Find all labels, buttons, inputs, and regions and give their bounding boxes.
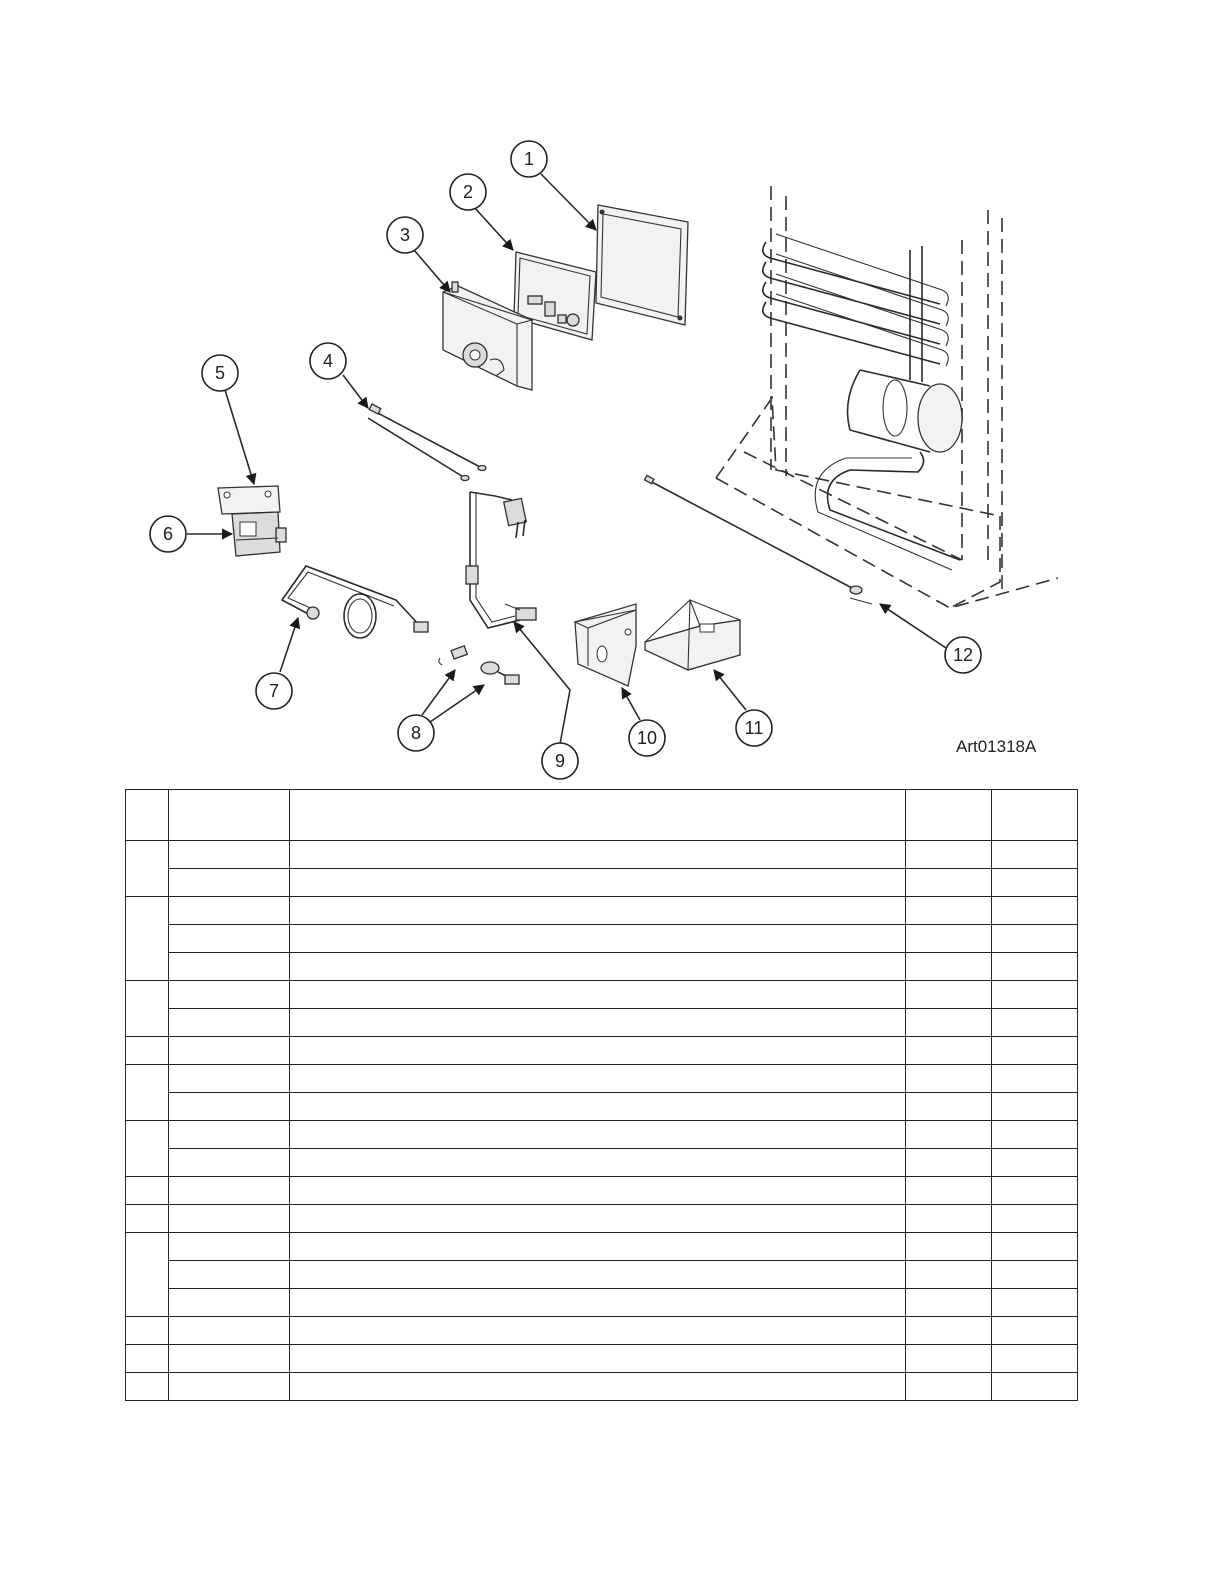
col-4-cell <box>906 1233 992 1261</box>
callout-9 <box>542 743 578 779</box>
description-cell <box>290 981 906 1009</box>
col-4-cell <box>906 1261 992 1289</box>
part-cable-ties <box>368 404 486 480</box>
description-cell <box>290 1289 906 1317</box>
col-4-cell <box>906 897 992 925</box>
col-4-cell <box>906 1205 992 1233</box>
col-4-cell <box>906 1289 992 1317</box>
part-number-cell <box>169 1065 290 1093</box>
key-cell <box>126 1345 169 1373</box>
part-number-cell <box>169 1177 290 1205</box>
col-4-cell <box>906 1065 992 1093</box>
svg-text:10: 10 <box>636 728 658 748</box>
table-row <box>126 1093 1078 1121</box>
part-number-cell <box>169 869 290 897</box>
table-row <box>126 1289 1078 1317</box>
part-number-cell <box>169 1345 290 1373</box>
part-number-cell <box>169 1261 290 1289</box>
part-number-cell <box>169 1037 290 1065</box>
table-row <box>126 1065 1078 1093</box>
col-5-cell <box>992 897 1078 925</box>
description-cell <box>290 841 906 869</box>
svg-text:6: 6 <box>162 524 174 544</box>
part-number-cell <box>169 1009 290 1037</box>
col-4-cell <box>906 953 992 981</box>
part-number-cell <box>169 1121 290 1149</box>
table-row <box>126 1233 1078 1261</box>
table-row <box>126 841 1078 869</box>
table-row <box>126 1037 1078 1065</box>
callout-8 <box>398 715 434 751</box>
key-cell <box>126 1065 169 1121</box>
table-row <box>126 1345 1078 1373</box>
description-cell <box>290 1009 906 1037</box>
key-cell <box>126 841 169 897</box>
col-5-cell <box>992 1345 1078 1373</box>
callout-3 <box>387 217 423 253</box>
col-5-cell <box>992 1037 1078 1065</box>
callout-12 <box>945 637 981 673</box>
parts-table-body <box>126 841 1078 1401</box>
callout-6 <box>150 516 186 552</box>
description-cell <box>290 1317 906 1345</box>
part-bracket-plate <box>575 604 636 686</box>
description-cell <box>290 953 906 981</box>
col-4-cell <box>906 869 992 897</box>
callout-1 <box>511 141 547 177</box>
part-number-cell <box>169 897 290 925</box>
parts-table <box>125 789 1078 1401</box>
table-row <box>126 1261 1078 1289</box>
table-row <box>126 897 1078 925</box>
col-4-cell <box>906 1317 992 1345</box>
table-row <box>126 953 1078 981</box>
parts-diagram <box>0 0 1224 790</box>
col-5-cell <box>992 1177 1078 1205</box>
header-part-number <box>169 790 290 841</box>
col-4-cell <box>906 1093 992 1121</box>
callout-11 <box>736 710 772 746</box>
part-wire-harness <box>466 492 536 628</box>
col-5-cell <box>992 1373 1078 1401</box>
col-5-cell <box>992 1233 1078 1261</box>
key-cell <box>126 897 169 981</box>
col-5-cell <box>992 925 1078 953</box>
part-number-cell <box>169 1317 290 1345</box>
description-cell <box>290 1065 906 1093</box>
description-cell <box>290 1205 906 1233</box>
part-number-cell <box>169 925 290 953</box>
svg-text:9: 9 <box>554 751 566 771</box>
key-cell <box>126 1205 169 1233</box>
col-5-cell <box>992 1065 1078 1093</box>
col-5-cell <box>992 953 1078 981</box>
key-cell <box>126 1177 169 1205</box>
part-number-cell <box>169 1373 290 1401</box>
part-number-cell <box>169 981 290 1009</box>
key-cell <box>126 981 169 1037</box>
header-col-4 <box>906 790 992 841</box>
table-row <box>126 1149 1078 1177</box>
description-cell <box>290 1149 906 1177</box>
col-4-cell <box>906 1037 992 1065</box>
part-fittings <box>439 646 519 684</box>
table-row <box>126 925 1078 953</box>
col-5-cell <box>992 1009 1078 1037</box>
col-4-cell <box>906 1149 992 1177</box>
part-thermocouple <box>645 475 872 604</box>
svg-text:12: 12 <box>952 645 974 665</box>
col-5-cell <box>992 1289 1078 1317</box>
part-number-cell <box>169 1149 290 1177</box>
description-cell <box>290 1233 906 1261</box>
callout-2 <box>450 174 486 210</box>
col-4-cell <box>906 1177 992 1205</box>
table-row <box>126 1205 1078 1233</box>
col-5-cell <box>992 1317 1078 1345</box>
header-description <box>290 790 906 841</box>
svg-text:8: 8 <box>410 723 422 743</box>
art-id: Art01318A <box>956 737 1037 756</box>
col-5-cell <box>992 841 1078 869</box>
table-row <box>126 1373 1078 1401</box>
table-row <box>126 1317 1078 1345</box>
col-5-cell <box>992 1205 1078 1233</box>
description-cell <box>290 869 906 897</box>
part-number-cell <box>169 1205 290 1233</box>
col-5-cell <box>992 1093 1078 1121</box>
svg-text:3: 3 <box>399 225 411 245</box>
callout-4 <box>310 343 346 379</box>
svg-text:2: 2 <box>462 182 474 202</box>
svg-text:4: 4 <box>322 351 334 371</box>
table-row <box>126 981 1078 1009</box>
col-4-cell <box>906 1121 992 1149</box>
key-cell <box>126 1121 169 1177</box>
svg-text:5: 5 <box>214 363 226 383</box>
col-4-cell <box>906 925 992 953</box>
key-cell <box>126 1233 169 1317</box>
table-row <box>126 1177 1078 1205</box>
col-5-cell <box>992 1149 1078 1177</box>
callout-5 <box>202 355 238 391</box>
key-cell <box>126 1037 169 1065</box>
part-number-cell <box>169 841 290 869</box>
svg-text:7: 7 <box>268 681 280 701</box>
part-tubing <box>282 566 428 638</box>
part-number-cell <box>169 953 290 981</box>
part-valve-assembly <box>218 486 286 556</box>
col-5-cell <box>992 1121 1078 1149</box>
col-5-cell <box>992 869 1078 897</box>
callout-10 <box>629 720 665 756</box>
part-cooling-unit <box>716 186 1058 608</box>
description-cell <box>290 925 906 953</box>
part-tray-cover <box>645 600 740 670</box>
description-cell <box>290 1121 906 1149</box>
key-cell <box>126 1373 169 1401</box>
svg-text:11: 11 <box>744 718 764 738</box>
callout-leaders <box>187 174 946 744</box>
col-4-cell <box>906 1373 992 1401</box>
part-number-cell <box>169 1233 290 1261</box>
table-row <box>126 869 1078 897</box>
callout-7 <box>256 673 292 709</box>
svg-text:1: 1 <box>523 149 535 169</box>
table-header-row <box>126 790 1078 841</box>
part-gasket-frame <box>596 205 688 325</box>
col-4-cell <box>906 981 992 1009</box>
description-cell <box>290 1261 906 1289</box>
header-col-5 <box>992 790 1078 841</box>
col-4-cell <box>906 1345 992 1373</box>
description-cell <box>290 1037 906 1065</box>
table-row <box>126 1121 1078 1149</box>
col-4-cell <box>906 1009 992 1037</box>
key-cell <box>126 1317 169 1345</box>
col-5-cell <box>992 981 1078 1009</box>
description-cell <box>290 1345 906 1373</box>
description-cell <box>290 1093 906 1121</box>
col-5-cell <box>992 1261 1078 1289</box>
description-cell <box>290 897 906 925</box>
part-number-cell <box>169 1289 290 1317</box>
header-key <box>126 790 169 841</box>
description-cell <box>290 1373 906 1401</box>
part-number-cell <box>169 1093 290 1121</box>
description-cell <box>290 1177 906 1205</box>
col-4-cell <box>906 841 992 869</box>
table-row <box>126 1009 1078 1037</box>
